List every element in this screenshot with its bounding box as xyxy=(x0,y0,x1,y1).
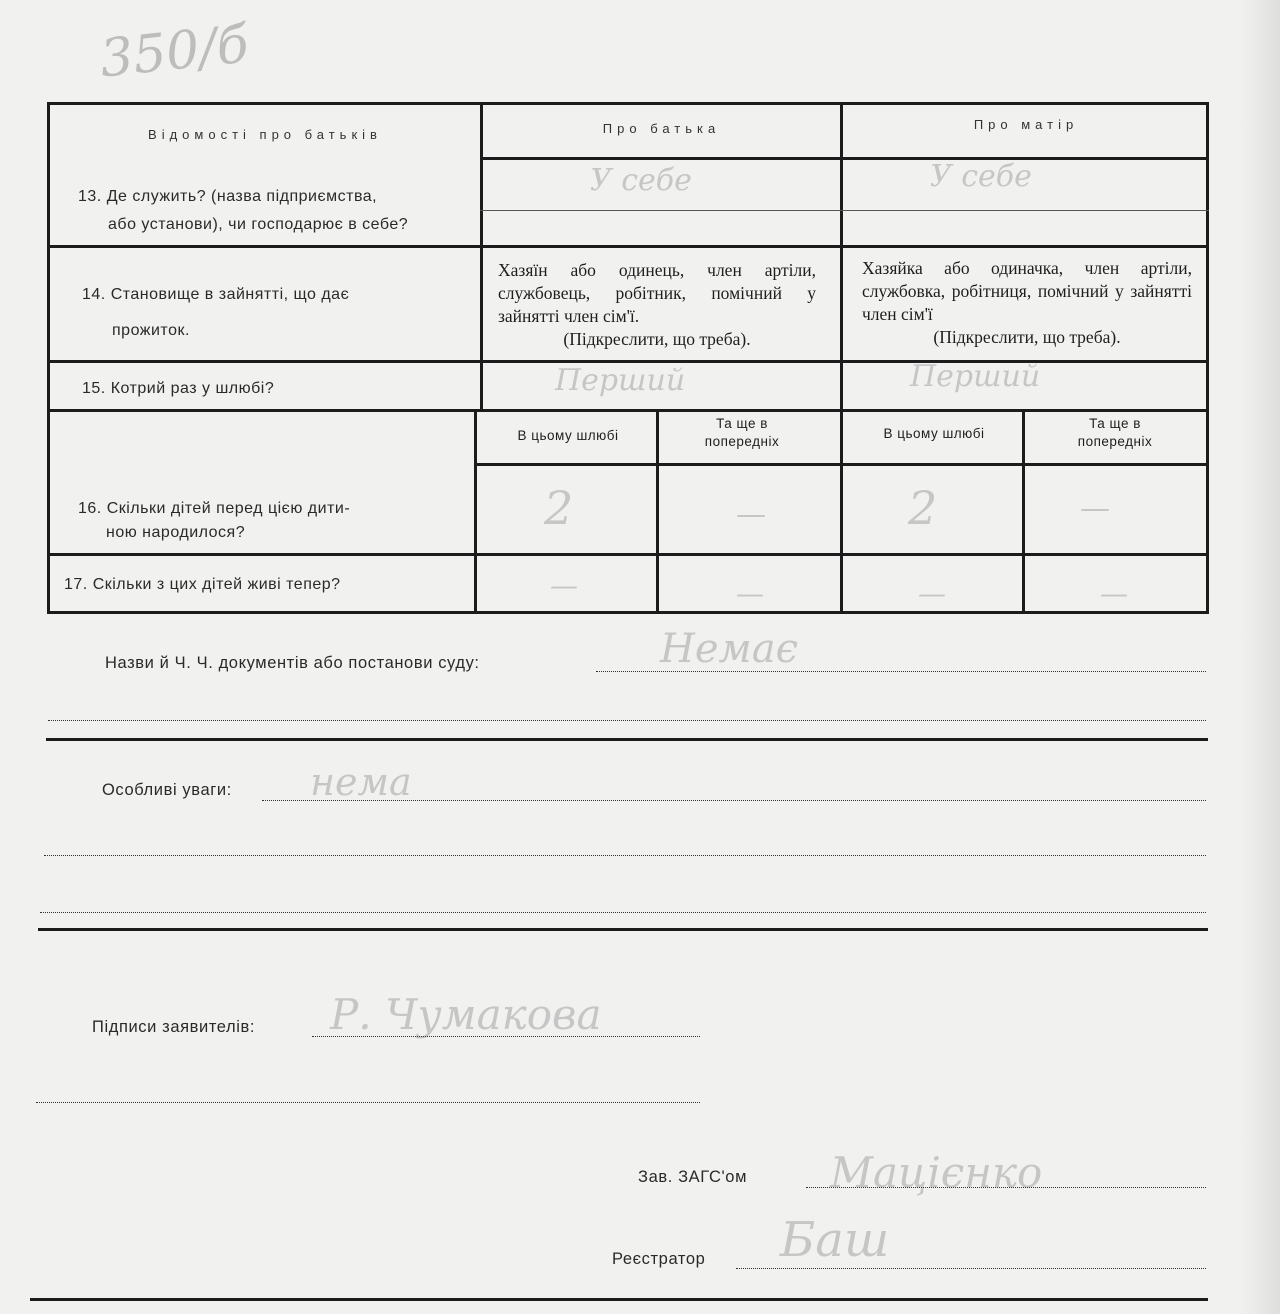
mother-this-marriage-header: В цьому шлюбі xyxy=(883,426,985,441)
table-divider xyxy=(656,409,659,614)
table-rule xyxy=(50,553,1209,556)
signatures-label: Підписи заявителів: xyxy=(92,1018,256,1036)
zags-head-label: Зав. ЗАГС'ом xyxy=(638,1168,748,1186)
row16-father-prev: — xyxy=(736,497,766,532)
row16-label-line2: ною народилося? xyxy=(106,524,246,541)
father-this-marriage-header: В цьому шлюбі xyxy=(517,428,619,443)
remarks-line-2 xyxy=(44,855,1206,856)
remarks-label: Особливі уваги: xyxy=(102,781,232,799)
father-options-note: (Підкреслити, що треба). xyxy=(563,329,751,349)
row13-label-line2: або установи), чи господарює в себе? xyxy=(108,216,409,233)
row17-father-prev: — xyxy=(736,577,764,610)
row16-father-this: 2 xyxy=(544,481,574,535)
zags-head-signature: Мацієнко xyxy=(830,1148,1043,1197)
documents-value: Немає xyxy=(660,626,798,672)
row15-mother-value: Перший xyxy=(910,359,1041,394)
table-rule xyxy=(50,409,1209,412)
signatures-line-2 xyxy=(36,1102,700,1103)
mother-previous-header: Та ще в попередніх xyxy=(1077,416,1153,449)
row16-mother-this: 2 xyxy=(908,481,938,535)
section-divider xyxy=(38,928,1208,931)
row17-father-this: — xyxy=(550,569,578,602)
row15-label: 15. Котрий раз у шлюбі? xyxy=(82,380,275,397)
table-rule xyxy=(480,210,1209,211)
row17-mother-this: — xyxy=(918,577,946,610)
table-divider xyxy=(480,105,483,409)
archive-number: 350/б xyxy=(97,14,252,90)
registrar-line xyxy=(736,1268,1206,1269)
signatures-line xyxy=(312,1036,700,1037)
bottom-divider xyxy=(30,1298,1208,1301)
documents-label: Назви й Ч. Ч. документів або постанови суду: xyxy=(105,654,480,672)
documents-line-2 xyxy=(48,720,1206,721)
remarks-line xyxy=(262,800,1206,801)
mother-options-text: Хазяйка або одиначка, член артіли, службовка, робітниця, помічний у зайнятті член сім'ї xyxy=(862,258,1192,324)
remarks-value: нема xyxy=(310,760,412,804)
table-rule xyxy=(50,245,1209,248)
row14-label-line2: прожиток. xyxy=(112,322,190,339)
applicant-signature: Р. Чумакова xyxy=(330,990,602,1039)
father-options-text: Хазяїн або одинець, член артіли, службовець, робітник, помічний у зайнятті член сім'ї. xyxy=(498,260,816,326)
row15-father-value: Перший xyxy=(555,363,686,398)
father-previous-header: Та ще в попередніх xyxy=(704,416,780,449)
zags-line xyxy=(806,1187,1206,1188)
header-info: Відомості про батьків xyxy=(148,127,382,142)
row13-father-value: У себе xyxy=(590,163,692,198)
header-mother: Про матір xyxy=(973,117,1079,132)
registrar-label: Реєстратор xyxy=(612,1250,706,1268)
row14-father-options xyxy=(498,259,816,351)
row13-label-line1: 13. Де служить? (назва підприємства, xyxy=(78,188,378,205)
table-divider xyxy=(474,409,477,614)
row16-label-line1: 16. Скільки дітей перед цією дити- xyxy=(78,500,351,517)
parents-info-table xyxy=(47,102,1209,614)
section-divider xyxy=(46,738,1208,741)
row14-label-line1: 14. Становище в зайнятті, що дає xyxy=(82,286,350,303)
remarks-line-3 xyxy=(40,912,1206,913)
page-edge-shadow xyxy=(1240,0,1280,1314)
row13-mother-value: У себе xyxy=(930,159,1032,194)
table-rule xyxy=(474,463,1209,466)
mother-options-note: (Підкреслити, що треба). xyxy=(933,327,1121,347)
table-rule xyxy=(480,157,1209,160)
row16-mother-prev: — xyxy=(1080,491,1110,526)
table-divider xyxy=(1022,409,1025,614)
row14-mother-options xyxy=(862,257,1192,349)
row17-label: 17. Скільки з цих дітей живі тепер? xyxy=(64,576,341,593)
documents-line xyxy=(596,671,1206,672)
registrar-signature: Баш xyxy=(780,1212,890,1268)
row17-mother-prev: — xyxy=(1100,577,1128,610)
header-father: Про батька xyxy=(602,121,721,136)
